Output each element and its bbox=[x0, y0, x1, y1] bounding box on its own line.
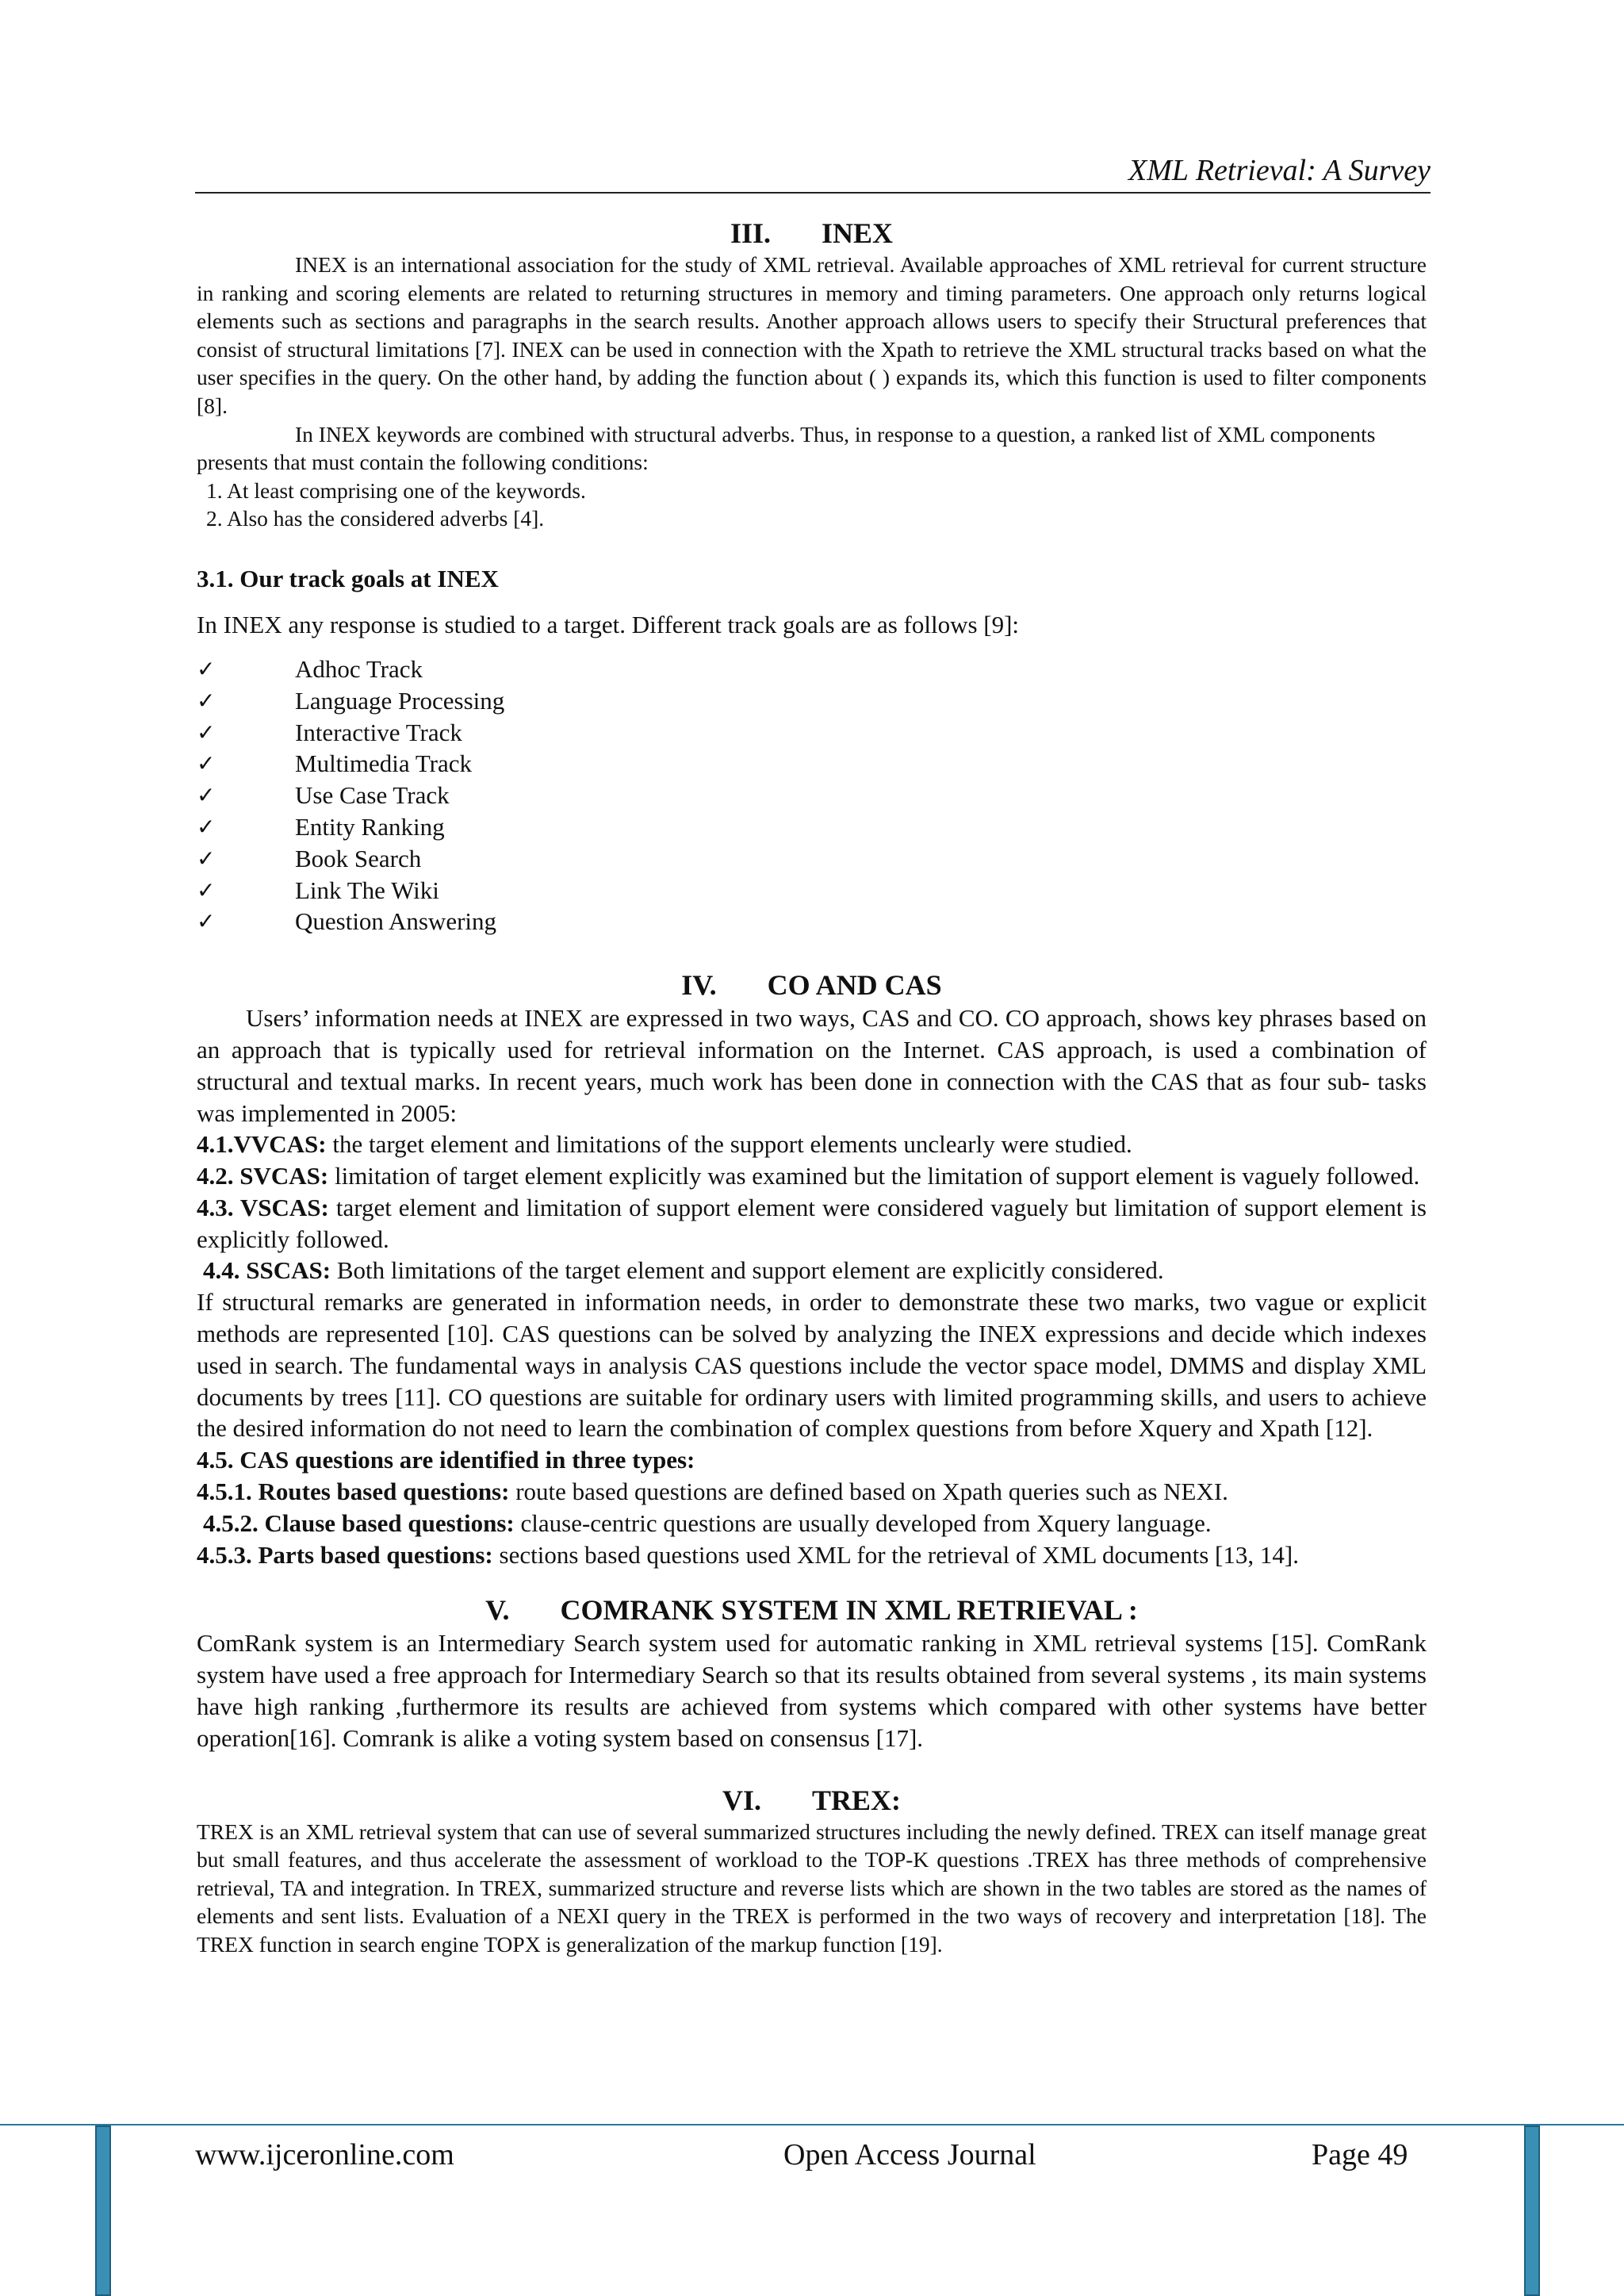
subtask-label: 4.2. SVCAS: bbox=[197, 1162, 329, 1190]
subtask-label: 4.3. VSCAS: bbox=[197, 1193, 329, 1221]
subsection-3-1-heading: . Our track goals at INEX bbox=[227, 564, 499, 592]
list-item bbox=[197, 811, 1427, 843]
list-item bbox=[197, 685, 1427, 717]
track-label: Book Search bbox=[295, 844, 422, 872]
section-4-title bbox=[197, 968, 1427, 1002]
condition-item: 1. At least comprising one of the keywords. bbox=[206, 477, 586, 503]
section-3-title bbox=[197, 216, 1427, 251]
subtask-4-3 bbox=[197, 1192, 1427, 1255]
track-label: Link The Wiki bbox=[295, 876, 439, 904]
subtask-4-1 bbox=[197, 1129, 1427, 1160]
track-label: Use Case Track bbox=[295, 781, 450, 810]
footer-website: www.ijceronline.com bbox=[195, 2138, 454, 2171]
subsection-4-5-heading: 4.5. CAS questions are identified in three types: bbox=[197, 1446, 695, 1474]
checkmark-icon: ✓ bbox=[197, 782, 216, 809]
list-item bbox=[197, 654, 1427, 685]
question-type-4-5-3 bbox=[197, 1539, 1427, 1571]
list-item bbox=[197, 906, 1427, 937]
track-label: Adhoc Track bbox=[295, 654, 423, 683]
subtask-text: limitation of target element explicitly was examined but the limitation of support element is vaguely followed. bbox=[328, 1162, 1420, 1190]
track-label: Interactive Track bbox=[295, 718, 462, 746]
track-label: Entity Ranking bbox=[295, 812, 445, 841]
section-3-paragraph-1-text: INEX is an international association for the study of XML retrieval. Available approaches of XML retrieval for current structure in ranking and scoring elements are related to returning structures in memory and timing parameters. One approach only returns logical elements such as sections and paragraphs in the search results. Another approach allows users to specify their Structural preferences that consist of structural limitations [7]. INEX can be used in connection with the Xpath to retrieve the XML structural tracks based on what the user specifies in the query. On the other hand, by adding the function about ( ) expands its, which this function is used to filter components [8]. bbox=[197, 252, 1427, 418]
section-4-number: IV. bbox=[681, 969, 717, 1002]
subtask-4-2 bbox=[197, 1160, 1427, 1192]
subtask-4-4 bbox=[197, 1255, 1427, 1286]
question-type-4-5-2 bbox=[197, 1508, 1427, 1539]
subtask-text: target element and limitation of support element were considered vaguely but limitation of support element is explicitly followed. bbox=[197, 1193, 1427, 1253]
checkmark-icon: ✓ bbox=[197, 813, 216, 840]
checkmark-icon: ✓ bbox=[197, 687, 216, 714]
question-type-label: 4.5.1. Routes based questions: bbox=[197, 1478, 510, 1506]
footer-rule bbox=[0, 2124, 1624, 2125]
list-item bbox=[197, 748, 1427, 780]
page-content bbox=[197, 216, 1427, 1959]
section-3-heading: INEX bbox=[822, 217, 894, 249]
track-goals-list bbox=[197, 654, 1427, 937]
checkmark-icon: ✓ bbox=[197, 719, 216, 746]
section-3-paragraph-2-text: In INEX keywords are combined with structural adverbs. Thus, in response to a question, a ranked list of XML components presents that must contain the following conditions: bbox=[197, 421, 1376, 475]
track-label: Multimedia Track bbox=[295, 749, 473, 778]
checkmark-icon: ✓ bbox=[197, 750, 216, 777]
running-head: XML Retrieval: A Survey bbox=[1128, 154, 1431, 187]
checkmark-icon: ✓ bbox=[197, 655, 216, 682]
question-type-text: route based questions are defined based on Xpath queries such as NEXI. bbox=[509, 1478, 1228, 1506]
section-5-paragraph: ComRank system is an Intermediary Search system used for automatic ranking in XML retrieval systems [15]. ComRank system have used a free approach for Intermediary Search so that its results obtained from several systems , its main systems have high ranking ,furthermore its results are achieved from systems which compared with other systems have better operation[16]. Comrank is alike a voting system based on consensus [17]. bbox=[197, 1629, 1427, 1752]
section-6-paragraph: TREX is an XML retrieval system that can use of several summarized structures including the newly defined. TREX can itself manage great but small features, and thus accelerate the assessment of workload to the TOP-K questions .TREX has three methods of comprehensive retrieval, TA and integration. In TREX, summarized structure and reverse lists which are shown in the two tables are stored as the names of elements and sent lists. Evaluation of a NEXI query in the TREX is performed in the two ways of recovery and interpretation [18]. The TREX function in search engine TOPX is generalization of the markup function [19]. bbox=[197, 1819, 1427, 1957]
checkmark-icon: ✓ bbox=[197, 876, 216, 903]
condition-item: 2. Also has the considered adverbs [4]. bbox=[206, 506, 545, 531]
header-rule bbox=[195, 192, 1431, 194]
subsection-4-5-title bbox=[197, 1444, 1427, 1476]
question-type-label: 4.5.3. Parts based questions: bbox=[197, 1540, 493, 1569]
subtask-label: 4.1.VVCAS: bbox=[197, 1130, 327, 1159]
list-item bbox=[197, 780, 1427, 811]
subsection-3-1-number: 3.1 bbox=[197, 564, 228, 592]
subsection-3-1-intro: In INEX any response is studied to a target. Different track goals are as follows [9]: bbox=[197, 610, 1020, 638]
section-6-title bbox=[197, 1783, 1427, 1818]
subtask-text: the target element and limitations of the support elements unclearly were studied. bbox=[326, 1130, 1132, 1159]
section-3-paragraph-1 bbox=[197, 251, 1427, 420]
list-item bbox=[197, 843, 1427, 875]
question-type-text: sections based questions used XML for the retrieval of XML documents [13, 14]. bbox=[492, 1540, 1299, 1569]
section-4-paragraph-2: If structural remarks are generated in information needs, in order to demonstrate these two marks, two vague or explicit methods are represented [10]. CAS questions can be solved by analyzing the INEX expressions and decide which indexes used in search. The fundamental ways in analysis CAS questions include the vector space model, DMMS and display XML documents by trees [11]. CO questions are suitable for ordinary users with limited programming skills, and users to achieve the desired information do not need to learn the combination of complex questions from before Xquery and Xpath [12]. bbox=[197, 1288, 1427, 1443]
subsection-3-1-title bbox=[197, 563, 1427, 595]
track-label: Language Processing bbox=[295, 686, 505, 715]
question-type-text: clause-centric questions are usually developed from Xquery language. bbox=[514, 1508, 1212, 1537]
section-6-heading: TREX: bbox=[812, 1784, 902, 1816]
section-4-paragraph-1: Users’ information needs at INEX are expressed in two ways, CAS and CO. CO approach, shows key phrases based on an approach that is typically used for retrieval information on the Internet. CAS approach, is used a combination of structural and textual marks. In recent years, much work has been done in connection with the CAS that as four sub- tasks was implemented in 2005: bbox=[197, 1004, 1427, 1127]
footer-left-bar bbox=[95, 2125, 111, 2296]
footer-right-bar bbox=[1524, 2125, 1540, 2296]
subtask-text: Both limitations of the target element and support element are explicitly considered. bbox=[331, 1256, 1164, 1285]
track-label: Question Answering bbox=[295, 907, 497, 936]
section-4-heading: CO AND CAS bbox=[767, 969, 942, 1002]
section-5-number: V. bbox=[485, 1594, 510, 1627]
checkmark-icon: ✓ bbox=[197, 908, 216, 935]
question-type-4-5-1 bbox=[197, 1476, 1427, 1508]
question-type-label: 4.5.2. Clause based questions: bbox=[203, 1508, 515, 1537]
section-3-number: III. bbox=[730, 217, 771, 249]
section-5-title bbox=[197, 1593, 1427, 1627]
footer-page-number: Page 49 bbox=[1312, 2138, 1408, 2171]
section-5-heading: COMRANK SYSTEM IN XML RETRIEVAL : bbox=[560, 1594, 1138, 1627]
section-6-number: VI. bbox=[722, 1784, 761, 1816]
list-item bbox=[197, 875, 1427, 907]
subtask-label: 4.4. SSCAS: bbox=[203, 1256, 331, 1285]
section-3-paragraph-2 bbox=[197, 420, 1427, 477]
checkmark-icon: ✓ bbox=[197, 845, 216, 872]
list-item bbox=[197, 717, 1427, 749]
footer-journal: Open Access Journal bbox=[783, 2138, 1036, 2171]
